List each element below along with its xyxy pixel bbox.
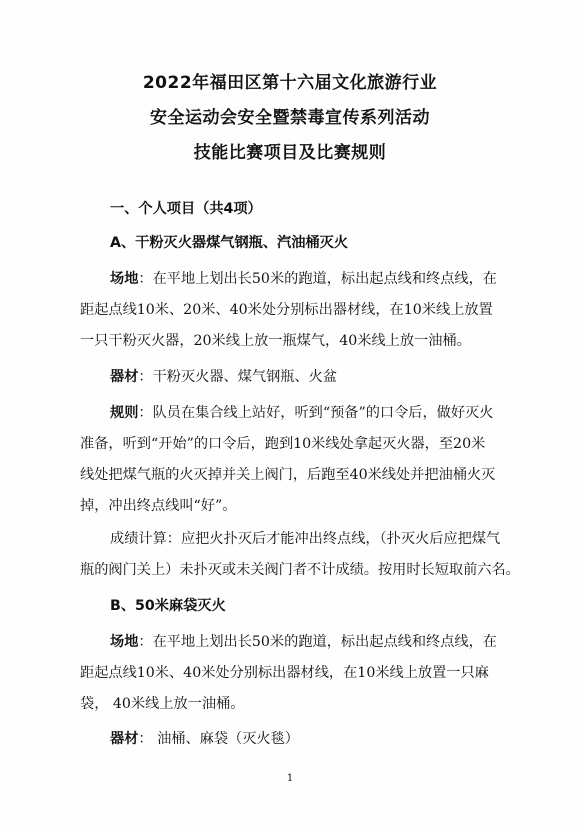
section-heading-individual: 一、个人项目（共4项） (110, 201, 262, 217)
item-b-equipment-label: 器材 (110, 731, 139, 747)
item-a-venue-line-1 (110, 268, 497, 288)
item-b-venue-text-1: ：在平地上划出长50米的跑道，标出起点线和终点线，在 (138, 634, 497, 650)
item-a-venue-text-1: ：在平地上划出长50米的跑道，标出起点线和终点线，在 (138, 271, 497, 287)
item-b-venue-line-1 (110, 631, 497, 651)
item-b-venue-label: 场地 (110, 634, 139, 650)
item-a-rules-line-1 (110, 402, 493, 422)
item-a-venue-line-2: 距起点线10米、20米、40米处分别标出器材线，在10米线上放置 (80, 302, 493, 318)
item-a-rules-label: 规则 (110, 405, 139, 421)
page-number: 1 (286, 773, 294, 784)
item-a-rules-line-3: 线处把煤气瓶的火灭掉并关上阀门，后跑至40米线处并把油桶火灭 (80, 467, 496, 483)
item-a-venue-label: 场地 (110, 271, 139, 287)
item-a-rules-line-2: 准备，听到“开始”的口令后，跑到10米线处拿起灭火器，至20米 (80, 436, 486, 452)
item-b-heading: B、50米麻袋灭火 (110, 598, 226, 614)
title-line-2: 安全运动会安全暨禁毒宣传系列活动 (150, 108, 430, 128)
item-b-venue-line-3: 袋， 40米线上放一油桶。 (80, 696, 245, 712)
item-a-venue-line-3: 一只干粉灭火器，20米线上放一瓶煤气，40米线上放一油桶。 (80, 333, 471, 349)
item-a-rules-line-4: 掉，冲出终点线叫“好”。 (80, 498, 237, 514)
item-a-score-line-1: 成绩计算：应把火扑灭后才能冲出终点线，（扑灭火后应把煤气 (110, 531, 501, 547)
item-a-equipment-line (110, 366, 337, 386)
item-a-rules-text-1: ：队员在集合线上站好，听到“预备”的口令后，做好灭火 (138, 405, 494, 421)
item-a-heading: A、干粉灭火器煤气钢瓶、汽油桶灭火 (110, 235, 348, 251)
item-a-score-line-2: 瓶的阀门关上）未扑灭或未关阀门者不计成绩。按用时长短取前六名。 (80, 562, 520, 578)
item-a-equipment-label: 器材 (110, 369, 139, 385)
item-b-equipment-line (110, 728, 299, 748)
title-line-3: 技能比赛项目及比赛规则 (193, 143, 387, 163)
item-b-venue-line-2: 距起点线10米、40米处分别标出器材线，在10米线上放置一只麻 (80, 665, 489, 681)
item-b-equipment-text: ： 油桶、麻袋（灭火毯） (138, 731, 299, 747)
item-a-equipment-text: ：干粉灭火器、煤气钢瓶、火盆 (138, 369, 338, 385)
title-line-1: 2022年福田区第十六届文化旅游行业 (142, 73, 438, 93)
